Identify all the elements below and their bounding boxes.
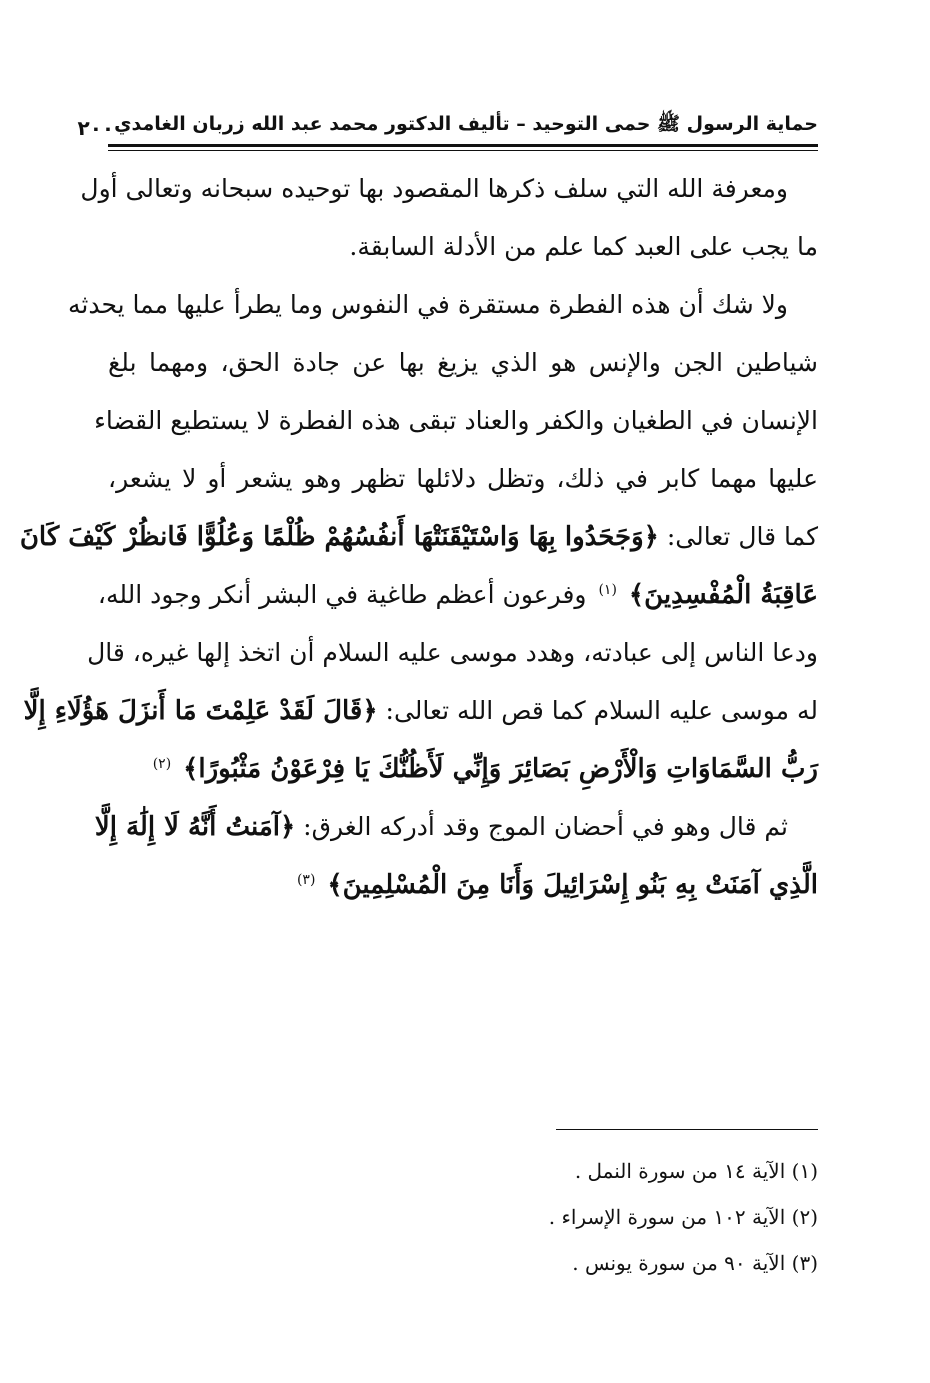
text-line bbox=[23, 682, 818, 740]
quran-verse: رَبُّ السَّمَاوَاتِ وَالْأَرْضِ بَصَائِرَ وَإِنِّي لَأَظُنُّكَ يَا فِرْعَوْنُ مَثْبُورًا﴾ bbox=[183, 754, 818, 784]
header-title: حماية الرسول ﷺ حمى التوحيد – تأليف الدكتور محمد عبد الله زربان الغامدي bbox=[114, 113, 818, 135]
text-line: شياطين الجن والإنس هو الذي يزيغ بها عن جادة الحق، ومهما بلغ bbox=[108, 348, 818, 377]
quran-verse: ﴿آمَنتُ أَنَّهُ لَا إِلَٰهَ إِلَّا bbox=[94, 812, 296, 842]
text-span: له موسى عليه السلام كما قص الله تعالى: bbox=[385, 696, 818, 725]
text-line bbox=[97, 566, 818, 624]
text-line bbox=[108, 740, 818, 798]
quran-verse: ﴿وَجَحَدُوا بِهَا وَاسْتَيْقَنَتْهَا أَنفُسُهُمْ ظُلْمًا وَعُلُوًّا فَانظُرْ كَيْفَ كَانَ bbox=[19, 522, 659, 552]
footnote-ref: (١) bbox=[598, 581, 617, 598]
header-rule-thick bbox=[108, 144, 818, 147]
footnote-ref: (٢) bbox=[152, 755, 172, 772]
text-line bbox=[108, 856, 818, 914]
text-line: ما يجب على العبد كما علم من الأدلة السابقة. bbox=[349, 232, 818, 261]
text-span: كما قال تعالى: bbox=[666, 522, 818, 551]
header-rule-thin bbox=[108, 150, 818, 151]
page-number: ٢٠٠ bbox=[77, 116, 115, 140]
running-header bbox=[77, 106, 818, 140]
text-line bbox=[94, 798, 818, 856]
quran-verse: عَاقِبَةُ الْمُفْسِدِينَ﴾ bbox=[628, 580, 818, 610]
footnote: (١) الآية ١٤ من سورة النمل . bbox=[574, 1159, 818, 1183]
footnote-ref: (٣) bbox=[296, 871, 316, 888]
text-span: وفرعون أعظم طاغية في البشر أنكر وجود الله، bbox=[97, 580, 587, 609]
text-line: ومعرفة الله التي سلف ذكرها المقصود بها توحيده سبحانه وتعالى أول bbox=[80, 174, 788, 203]
text-line: الإنسان في الطغيان والكفر والعناد تبقى هذه الفطرة لا يستطيع القضاء bbox=[94, 406, 818, 435]
text-line: ودعا الناس إلى عبادته، وهدد موسى عليه السلام أن اتخذ إلها غيره، قال bbox=[87, 638, 818, 667]
footnotes bbox=[398, 1148, 818, 1286]
text-line: ولا شك أن هذه الفطرة مستقرة في النفوس وما يطرأ عليها مما يحدثه bbox=[68, 290, 788, 319]
text-line bbox=[19, 508, 818, 566]
text-span: ثم قال وهو في أحضان الموج وقد أدركه الغرق: bbox=[303, 812, 788, 841]
footnote-separator bbox=[556, 1129, 818, 1130]
quran-verse: ﴿قَالَ لَقَدْ عَلِمْتَ مَا أَنزَلَ هَؤُلَاءِ إِلَّا bbox=[23, 696, 378, 726]
footnote: (٣) الآية ٩٠ من سورة يونس . bbox=[572, 1251, 818, 1275]
quran-verse: الَّذِي آمَنَتْ بِهِ بَنُو إِسْرَائِيلَ وَأَنَا مِنَ الْمُسْلِمِينَ﴾ bbox=[327, 870, 818, 900]
footnote: (٢) الآية ١٠٢ من سورة الإسراء . bbox=[548, 1205, 818, 1229]
main-text bbox=[19, 160, 818, 914]
text-line: عليها مهما كابر في ذلك، وتظل دلائلها تظهر وهو يشعر أو لا يشعر، bbox=[108, 464, 818, 493]
